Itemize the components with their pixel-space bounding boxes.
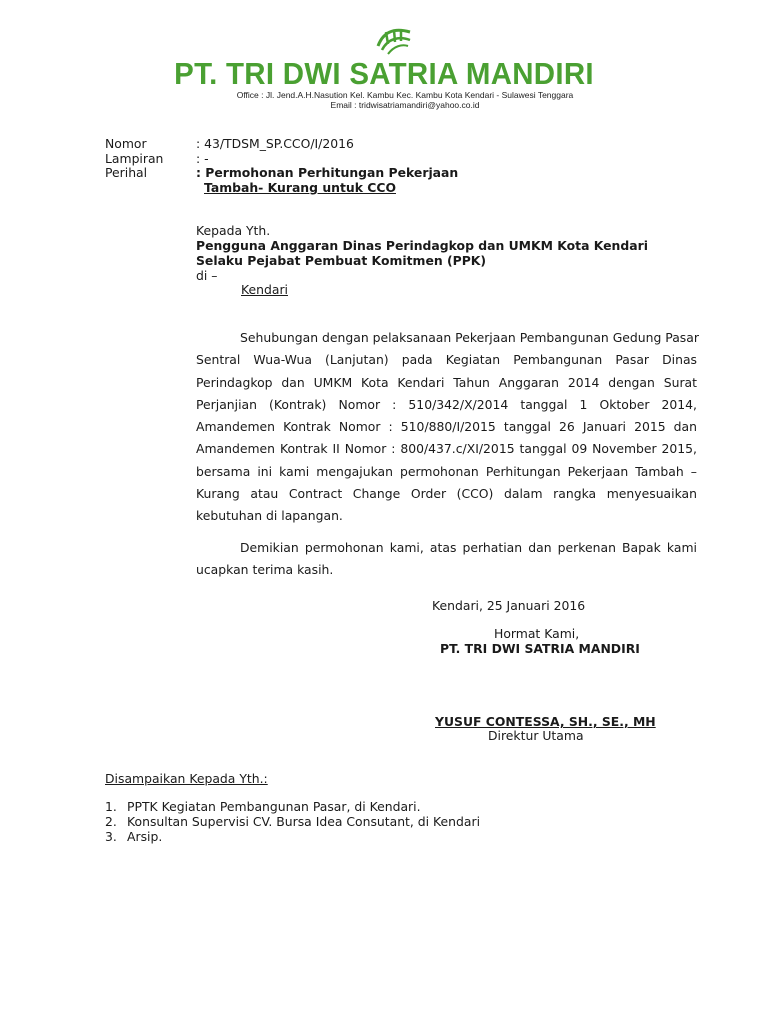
- lampiran-label: Lampiran: [105, 151, 164, 166]
- body-line: Sehubungan dengan pelaksanaan Pekerjaan Pembangunan Gedung Pasar: [240, 330, 699, 345]
- body-line: Demikian permohonan kami, atas perhatian dan perkenan Bapak kami: [240, 540, 697, 555]
- perihal-value-line2: Tambah- Kurang untuk CCO: [204, 180, 396, 195]
- body-line: ucapkan terima kasih.: [196, 562, 334, 578]
- company-email: Email : tridwisatriamandiri@yahoo.co.id: [330, 100, 480, 110]
- recipient-line2: Selaku Pejabat Pembuat Komitmen (PPK): [196, 253, 487, 268]
- body-paragraph-2: [196, 537, 697, 582]
- body-line: bersama ini kami mengajukan permohonan Perhitungan Pekerjaan Tambah –: [196, 463, 697, 479]
- perihal-label: Perihal: [105, 165, 148, 180]
- office-address: Office : Jl. Jend.A.H.Nasution Kel. Kambu Kec. Kambu Kota Kendari - Sulawesi Tenggara: [236, 90, 574, 100]
- nomor-label: Nomor: [105, 136, 147, 151]
- cc-item-text: Konsultan Supervisi CV. Bursa Idea Consutant, di Kendari: [127, 814, 481, 829]
- leaf-wheat-icon: [374, 24, 414, 58]
- greeting: Kepada Yth.: [196, 223, 271, 238]
- perihal-value-line1: : Permohonan Perhitungan Pekerjaan: [196, 165, 459, 180]
- signatory-name: YUSUF CONTESSA, SH., SE., MH: [435, 714, 656, 729]
- lampiran-value: : -: [196, 151, 209, 166]
- signatory-title: Direktur Utama: [488, 728, 584, 743]
- body-paragraph-1: [196, 327, 697, 528]
- body-line: Perjanjian (Kontrak) Nomor : 510/342/X/2014 tanggal 1 Oktober 2014,: [196, 396, 697, 412]
- recipient-di: di –: [196, 268, 218, 283]
- cc-item-number: 2.: [105, 814, 117, 829]
- cc-item-text: PPTK Kegiatan Pembangunan Pasar, di Kendari.: [127, 799, 421, 814]
- recipient-line1: Pengguna Anggaran Dinas Perindagkop dan UMKM Kota Kendari: [196, 238, 648, 253]
- recipient-city: Kendari: [241, 282, 288, 297]
- signature-company: PT. TRI DWI SATRIA MANDIRI: [440, 641, 640, 656]
- body-line: Amandemen Kontrak Nomor : 510/880/I/2015 tanggal 26 Januari 2015 dan: [196, 419, 697, 435]
- body-line: kebutuhan di lapangan.: [196, 508, 343, 524]
- place-date: Kendari, 25 Januari 2016: [432, 598, 586, 613]
- body-line: Amandemen Kontrak II Nomor : 800/437.c/XI/2015 tanggal 09 November 2015,: [196, 441, 697, 457]
- body-line: Kurang atau Contract Change Order (CCO) dalam rangka menyesuaikan: [196, 486, 697, 502]
- body-line: Sentral Wua-Wua (Lanjutan) pada Kegiatan Pembangunan Pasar Dinas: [196, 352, 697, 368]
- cc-item-text: Arsip.: [127, 829, 163, 844]
- nomor-value: : 43/TDSM_SP.CCO/I/2016: [196, 136, 354, 151]
- cc-item-number: 1.: [105, 799, 117, 814]
- cc-item-number: 3.: [105, 829, 117, 844]
- body-line: Perindagkop dan UMKM Kota Kendari Tahun Anggaran 2014 dengan Surat: [196, 374, 697, 390]
- closing: Hormat Kami,: [494, 626, 580, 641]
- cc-heading: Disampaikan Kepada Yth.:: [105, 771, 268, 786]
- company-name-heading: PT. TRI DWI SATRIA MANDIRI: [174, 56, 594, 91]
